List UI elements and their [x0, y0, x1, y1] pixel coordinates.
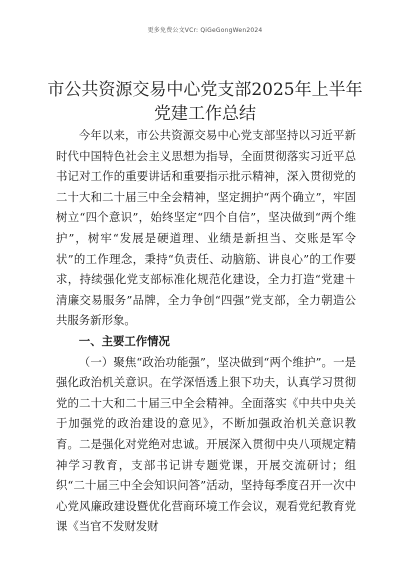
intro-paragraph: 今年以来，市公共资源交易中心党支部坚持以习近平新时代中国特色社会主义思想为指导，全面贯彻落实习近平总书记对工作的重要讲话和重要指示批示精神，深入贯彻党的二十大和二十届三中全会精神，坚定拥护“两个确立”，牢固树立“四个意识”，始终坚定“四个自信”，坚决做到“两个维护”，树牢“发展是硬道理、业绩是新担当、交账是军令状”的工作理念，秉持“负责任、动脑筋、讲良心”的工作要求，持续强化党支部标准化规范化建设，全力打造“党建＋清廉交易服务”品牌，全力争创“四强”党支部，全力朝造公共服务新形象。: [56, 128, 356, 328]
section-paragraph: （一）聚焦“政治功能强”，坚决做到“两个维护”。一是强化政治机关意识。在学深悟透上狠下功夫，认真学习贯彻党的二十大和二十届三中全会精神。全面落实《中共中央关于加强党的政治建设的意见》，不断加强政治机关意识教育。二是强化对党绝对忠诚。开展深入贯彻中央八项规定精神学习教育，支部书记讲专题党课，开展交流研讨；组织“二十届三中全会知识问答”活动，坚持每季度召开一次中心党风廉政建设暨优化营商环境工作会议，观看党纪教育党课《当官不发财发财: [56, 354, 356, 534]
document-body: [56, 125, 356, 537]
section-heading: 一、主要工作情况: [78, 333, 170, 348]
header-watermark-note: 更多免费公文VCr: QiGeGongWen2024: [147, 27, 263, 34]
document-title: 市公共资源交易中心党支部2025年上半年党建工作总结: [47, 80, 363, 124]
